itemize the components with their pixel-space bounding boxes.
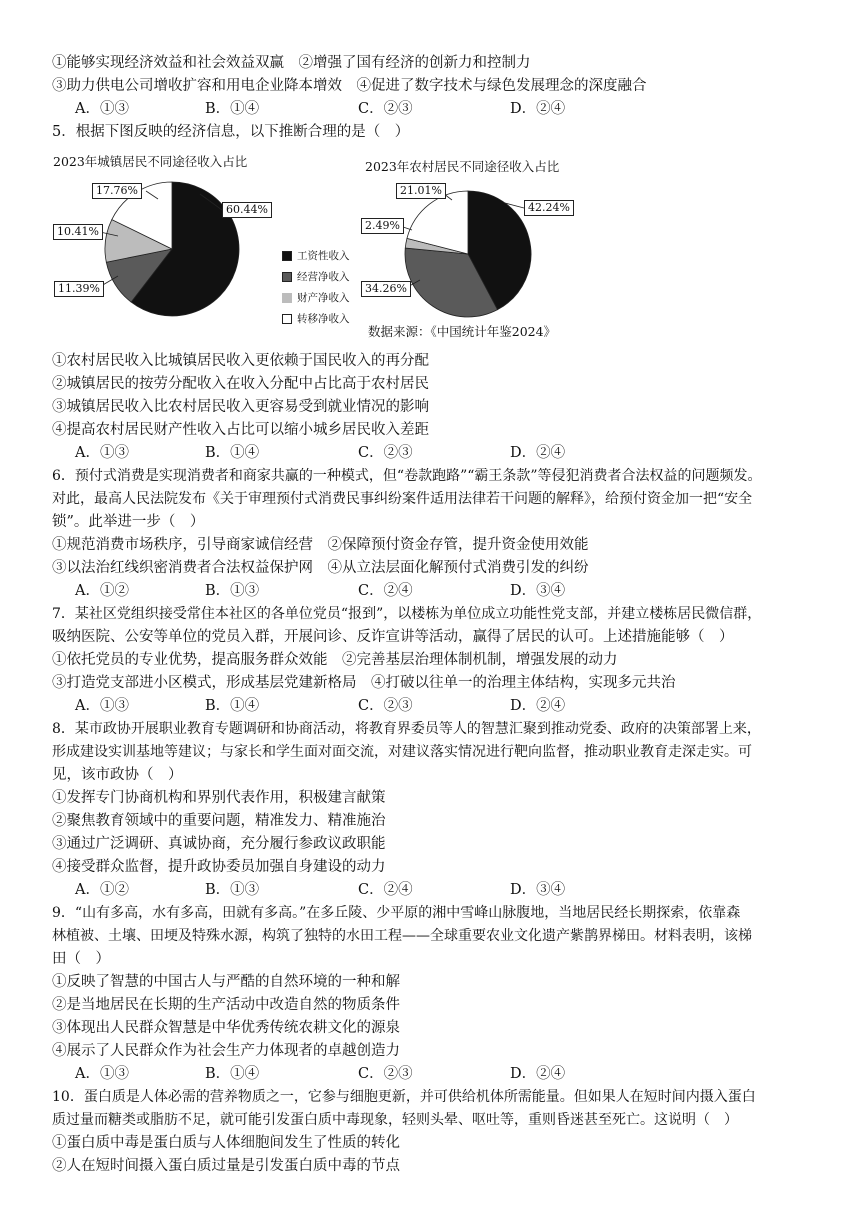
q6-choice-a: A．①②: [75, 583, 129, 599]
legend-swatch: [282, 272, 292, 282]
legend-item-property: 财产净收入: [282, 290, 350, 305]
q6-stem-line2: 对此，最高人民法院发布《关于审理预付式消费民事纠纷案件适用法律若干问题的解释》，给预付资金加一把“安全: [52, 491, 753, 507]
q9-choice-a: A．①③: [75, 1066, 129, 1082]
q9-stem-line2: 林植被、土壤、田埂及特殊水源，构筑了独特的水田工程——全球重要农业文化遗产紫鹊界梯田。材料表明，该梯: [52, 928, 752, 944]
q8-statement-4: ④接受群众监督，提升政协委员加强自身建设的动力: [52, 859, 386, 875]
q8-stem-line3: 见，该市政协（ ）: [52, 767, 183, 783]
q6-stem-line1: 6．预付式消费是实现消费者和商家共赢的一种模式，但“卷款跑路”“霸王条款”等侵犯消费者合法权益的问题频发。: [52, 468, 762, 484]
q9-statement-1: ①反映了智慧的中国古人与严酷的自然环境的一种和解: [52, 974, 400, 990]
q6-stem-line3: 锁”。此举进一步（ ）: [52, 514, 205, 530]
q8-choice-c: C．②④: [358, 882, 413, 898]
rural-label-transfer: 21.01%: [396, 183, 446, 199]
urban-label-transfer: 17.76%: [92, 183, 142, 199]
q7-choice-a: A．①③: [75, 698, 129, 714]
q8-choice-d: D．③④: [510, 882, 566, 898]
q5-choice-c: C．②③: [358, 445, 413, 461]
q7-choice-b: B．①④: [205, 698, 260, 714]
q5-stem: 5．根据下图反映的经济信息，以下推断合理的是（ ）: [52, 124, 410, 140]
q4-choice-d: D．②④: [510, 101, 566, 117]
q9-choice-b: B．①④: [205, 1066, 260, 1082]
rural-chart-title: 2023年农村居民不同途径收入占比: [365, 159, 560, 174]
q5-statement-3: ③城镇居民收入比农村居民收入更容易受到就业情况的影响: [52, 399, 429, 415]
q8-choice-b: B．①③: [205, 882, 260, 898]
rural-label-business: 34.26%: [361, 281, 411, 297]
q8-stem-line1: 8．某市政协开展职业教育专题调研和协商活动，将教育界委员等人的智慧汇聚到推动党委、政府的决策部署上来，: [52, 721, 761, 737]
q8-statement-2: ②聚焦教育领域中的重要问题，精准发力、精准施治: [52, 813, 386, 829]
legend-swatch: [282, 293, 292, 303]
q6-choice-b: B．①③: [205, 583, 260, 599]
q6-options-line2: ③以法治红线织密消费者合法权益保护网 ④从立法层面化解预付式消费引发的纠纷: [52, 560, 589, 576]
legend-swatch: [282, 251, 292, 261]
urban-label-business: 11.39%: [54, 281, 104, 297]
q8-stem-line2: 形成建设实训基地等建议；与家长和学生面对面交流，对建议落实情况进行靶向监督，推动职业教育走深走实。可: [52, 744, 752, 760]
q4-choice-c: C．②③: [358, 101, 413, 117]
q8-choice-a: A．①②: [75, 882, 129, 898]
legend-swatch: [282, 314, 292, 324]
q5-statement-2: ②城镇居民的按劳分配收入在收入分配中占比高于农村居民: [52, 376, 429, 392]
data-source: 数据来源：《中国统计年鉴2024》: [368, 324, 557, 339]
q10-stem-line1: 10．蛋白质是人体必需的营养物质之一，它参与细胞更新，并可供给机体所需能量。但如果人在短时间内摄入蛋白: [52, 1089, 756, 1105]
q8-statement-3: ③通过广泛调研、真诚协商，充分履行参政议政职能: [52, 836, 386, 852]
q5-choice-d: D．②④: [510, 445, 566, 461]
q7-options-line1: ①依托党员的专业优势，提高服务群众效能 ②完善基层治理体制机制，增强发展的动力: [52, 652, 618, 668]
q9-statement-4: ④展示了人民群众作为社会生产力体现者的卓越创造力: [52, 1043, 400, 1059]
q8-statement-1: ①发挥专门协商机构和界别代表作用，积极建言献策: [52, 790, 386, 806]
q5-statement-4: ④提高农村居民财产性收入占比可以缩小城乡居民收入差距: [52, 422, 429, 438]
urban-chart-title: 2023年城镇居民不同途径收入占比: [53, 154, 248, 169]
q7-choice-c: C．②③: [358, 698, 413, 714]
rural-pie-chart: [0, 0, 868, 340]
q7-options-line2: ③打造党支部进小区模式，形成基层党建新格局 ④打破以往单一的治理主体结构，实现多元共治: [52, 675, 676, 691]
q7-stem-line1: 7．某社区党组织接受常住本社区的各单位党员“报到”，以楼栋为单位成立功能性党支部，并建立楼栋居民微信群，: [52, 606, 762, 622]
q6-options-line1: ①规范消费市场秩序，引导商家诚信经营 ②保障预付资金存管，提升资金使用效能: [52, 537, 589, 553]
q5-choice-b: B．①④: [205, 445, 260, 461]
q9-statement-3: ③体现出人民群众智慧是中华优秀传统农耕文化的源泉: [52, 1020, 400, 1036]
legend-item-wage: 工资性收入: [282, 248, 350, 263]
q10-stem-line2: 质过量而糖类或脂肪不足，就可能引发蛋白质中毒现象，轻则头晕、呕吐等，重则昏迷甚至死亡。这说明（ ）: [52, 1112, 738, 1128]
q4-choice-b: B．①④: [205, 101, 260, 117]
q9-choice-c: C．②③: [358, 1066, 413, 1082]
legend-item-business: 经营净收入: [282, 269, 350, 284]
q9-stem-line3: 田（ ）: [52, 951, 110, 967]
q4-options-line2: ③助力供电公司增收扩容和用电企业降本增效 ④促进了数字技术与绿色发展理念的深度融合: [52, 78, 647, 94]
q5-statement-1: ①农村居民收入比城镇居民收入更依赖于国民收入的再分配: [52, 353, 429, 369]
q9-stem-line1: 9．“山有多高，水有多高，田就有多高。”在多丘陵、少平原的湘中雪峰山脉腹地，当地居民经长期探索，依靠森: [52, 905, 741, 921]
q7-choice-d: D．②④: [510, 698, 566, 714]
urban-label-wage: 60.44%: [222, 202, 272, 218]
q6-choice-d: D．③④: [510, 583, 566, 599]
q4-choice-a: A．①③: [75, 101, 129, 117]
q9-choice-d: D．②④: [510, 1066, 566, 1082]
q9-statement-2: ②是当地居民在长期的生产活动中改造自然的物质条件: [52, 997, 400, 1013]
legend-item-transfer: 转移净收入: [282, 311, 350, 326]
q10-statement-2: ②人在短时间摄入蛋白质过量是引发蛋白质中毒的节点: [52, 1158, 400, 1174]
q4-options-line1: ①能够实现经济效益和社会效益双赢 ②增强了国有经济的创新力和控制力: [52, 55, 531, 71]
q10-statement-1: ①蛋白质中毒是蛋白质与人体细胞间发生了性质的转化: [52, 1135, 400, 1151]
rural-label-property: 2.49%: [361, 218, 404, 234]
q6-choice-c: C．②④: [358, 583, 413, 599]
rural-label-wage: 42.24%: [524, 200, 574, 216]
q7-stem-line2: 吸纳医院、公安等单位的党员入群，开展问诊、反诈宣讲等活动，赢得了居民的认可。上述措施能够（ ）: [52, 629, 734, 645]
q5-choice-a: A．①③: [75, 445, 129, 461]
urban-label-property: 10.41%: [53, 224, 103, 240]
